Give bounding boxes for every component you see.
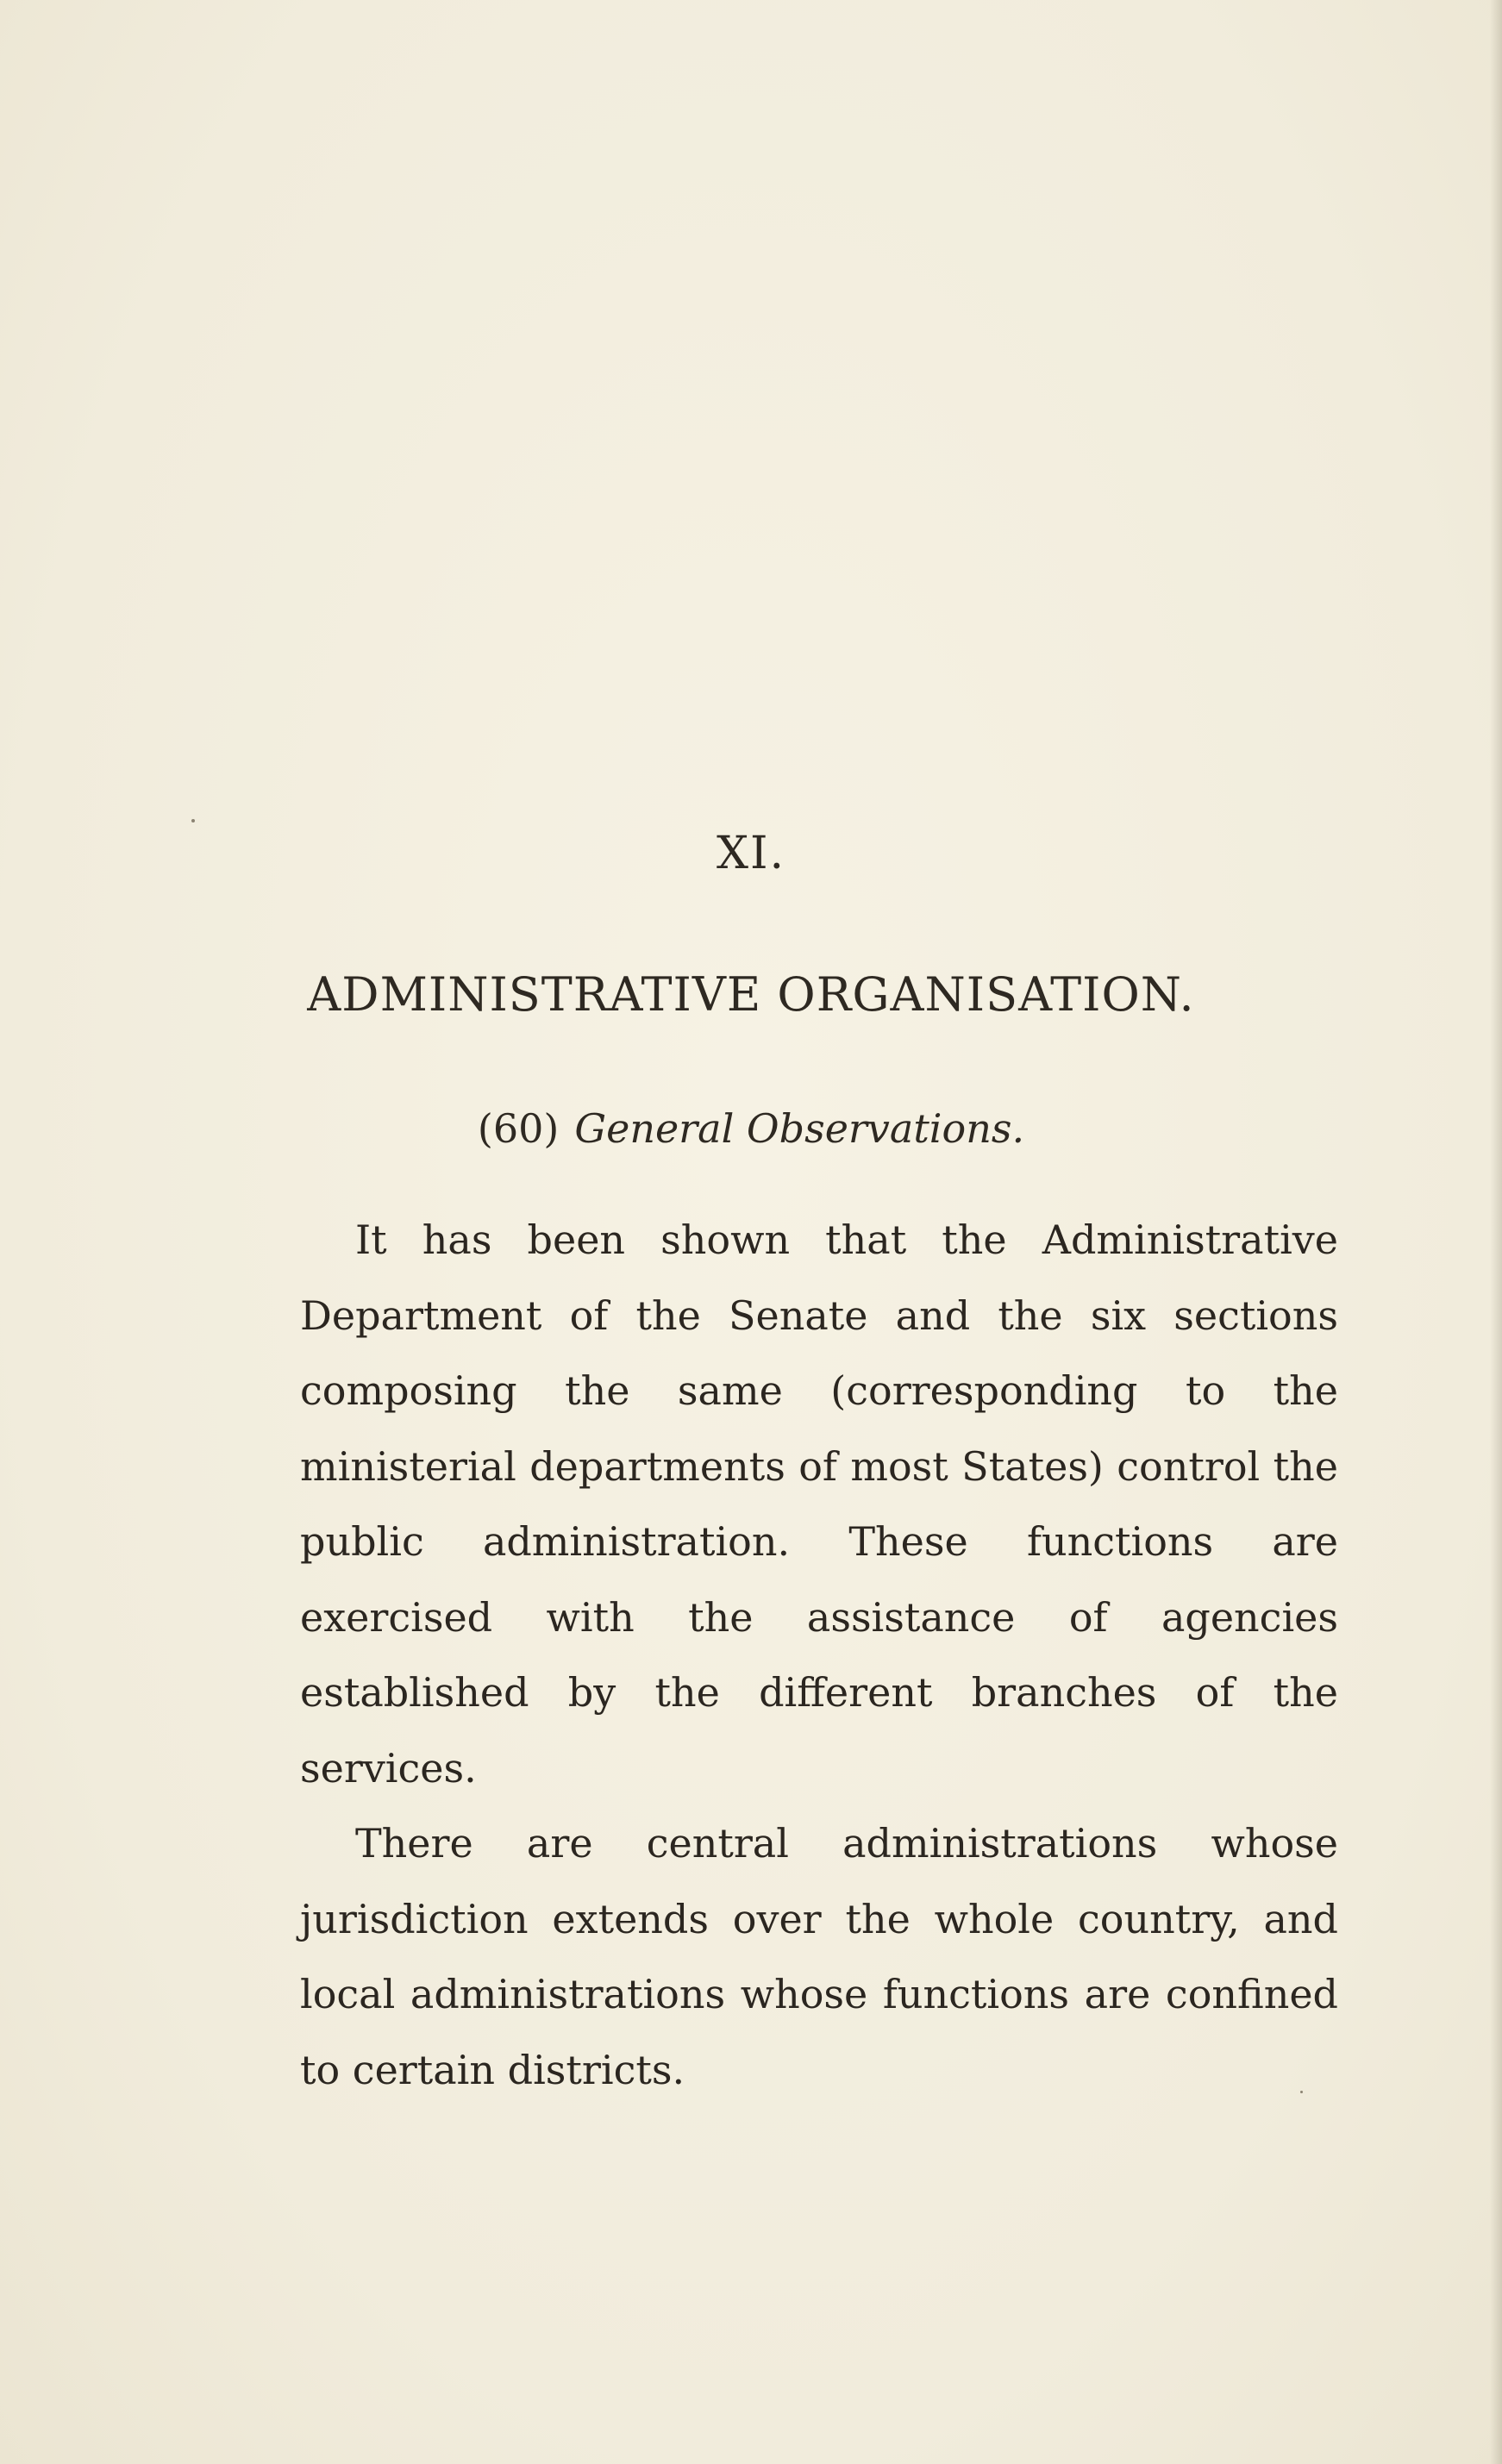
section-heading (0, 1105, 1502, 1152)
paragraph: There are central administrations whose jurisdiction extends over the whole country, and local administrations whose functions are confined to certain districts. (300, 1820, 1338, 2093)
section-number: (60) (477, 1105, 560, 1152)
section-title: General Observations. (574, 1105, 1025, 1152)
chapter-number: XI. (716, 828, 786, 879)
page-edge-shadow (1490, 0, 1502, 2464)
paragraph: It has been shown that the Administrative Department of the Senate and the six sections composing the same (corresponding to the ministerial departments of most States) control the public administration. These functions are exercised with the assistance of agencies established by the different branches of the services. (300, 1216, 1338, 1792)
chapter-title: ADMINISTRATIVE ORGANISATION. (307, 967, 1195, 1022)
paper-speck (191, 819, 195, 822)
body-text (300, 1203, 1338, 2108)
